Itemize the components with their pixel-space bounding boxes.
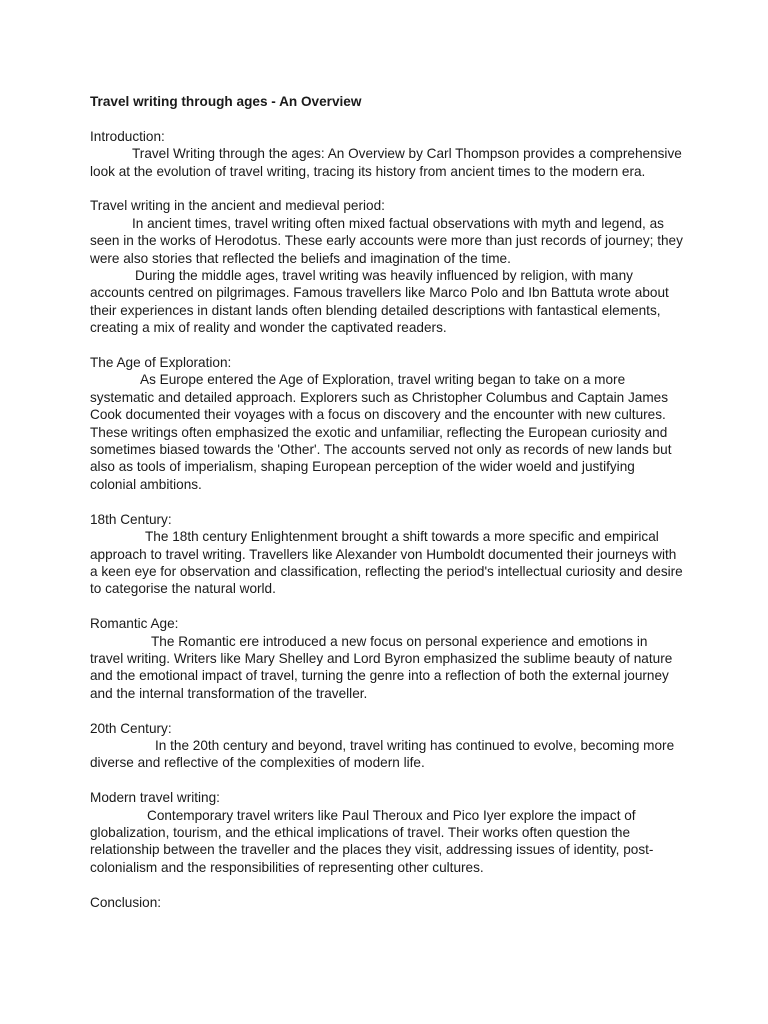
section-18th-century	[90, 511, 684, 598]
paragraph-text: In the 20th century and beyond, travel writing has continued to evolve, becoming more diverse and reflective of the complexities of modern life.	[90, 737, 675, 771]
paragraph	[90, 528, 684, 598]
paragraph-text: The 18th century Enlightenment brought a shift towards a more specific and empirical approach to travel writing. Travellers like Alexander von Humboldt documented their journeys with a keen eye for observation and classification, reflecting the period's intellectual curiosity and desire to categorise the natural world.	[90, 529, 683, 597]
section-modern-travel-writing	[90, 789, 684, 876]
section-heading: Introduction:	[90, 128, 165, 144]
paragraph-text: In ancient times, travel writing often mixed factual observations with myth and legend, as seen in the works of Herodotus. These early accounts were more than just records of journey; they were also stories that reflected the beliefs and imagination of the time.	[90, 215, 683, 266]
paragraph	[90, 633, 684, 703]
paragraph-text: The Romantic ere introduced a new focus on personal experience and emotions in travel writing. Writers like Mary Shelley and Lord Byron emphasized the sublime beauty of nature and the emotional impact of travel, turning the genre into a reflection of both the external journey and the internal transformation of the traveller.	[90, 633, 673, 701]
paragraph	[90, 267, 684, 337]
section-romantic-age	[90, 615, 684, 702]
paragraph-text: Travel Writing through the ages: An Overview by Carl Thompson provides a comprehensive look at the evolution of travel writing, tracing its history from ancient times to the modern era.	[90, 146, 682, 179]
section-20th-century	[90, 720, 684, 772]
paragraph	[90, 737, 684, 772]
paragraph	[90, 371, 684, 493]
section-conclusion	[90, 894, 684, 911]
section-heading: Conclusion:	[90, 894, 162, 910]
paragraph	[90, 145, 684, 180]
section-age-of-exploration	[90, 354, 684, 493]
section-heading: Romantic Age:	[90, 616, 179, 632]
paragraph	[90, 215, 684, 267]
section-heading: 20th Century:	[90, 720, 172, 736]
paragraph	[90, 807, 684, 877]
section-heading: 18th Century:	[90, 511, 172, 527]
section-heading: Modern travel writing:	[90, 790, 220, 806]
paragraph-text: As Europe entered the Age of Exploration, travel writing began to take on a more systematic and detailed approach. Explorers such as Christopher Columbus and Captain James Cook documented their voyages with a focus on discovery and the encounter with new cultures. These writings often emphasized the exotic and unfamiliar, reflecting the European curiosity and sometimes biased towards the 'Other'. The accounts served not only as records of new lands but also as tools of imperialism, shaping European perception of the wider woeld and justifying colonial ambitions.	[90, 372, 672, 492]
section-heading: The Age of Exploration:	[90, 355, 232, 371]
section-heading: Travel writing in the ancient and medieval period:	[90, 198, 385, 214]
section-ancient-medieval	[90, 197, 684, 336]
document-title: Travel writing through ages - An Overview	[90, 94, 362, 109]
section-introduction	[90, 128, 684, 180]
paragraph-text: During the middle ages, travel writing was heavily influenced by religion, with many accounts centred on pilgrimages. Famous travellers like Marco Polo and Ibn Battuta wrote about their experiences in distant lands often blending detailed descriptions with fantastical elements, creating a mix of reality and wonder the captivated readers.	[90, 268, 669, 336]
document-body	[90, 93, 684, 928]
paragraph-text: Contemporary travel writers like Paul Theroux and Pico Iyer explore the impact of globalization, tourism, and the ethical implications of travel. Their works often question the relationship between the traveller and the places they visit, addressing issues of identity, post-colonialism and the responsibilities of representing other cultures.	[90, 807, 654, 875]
